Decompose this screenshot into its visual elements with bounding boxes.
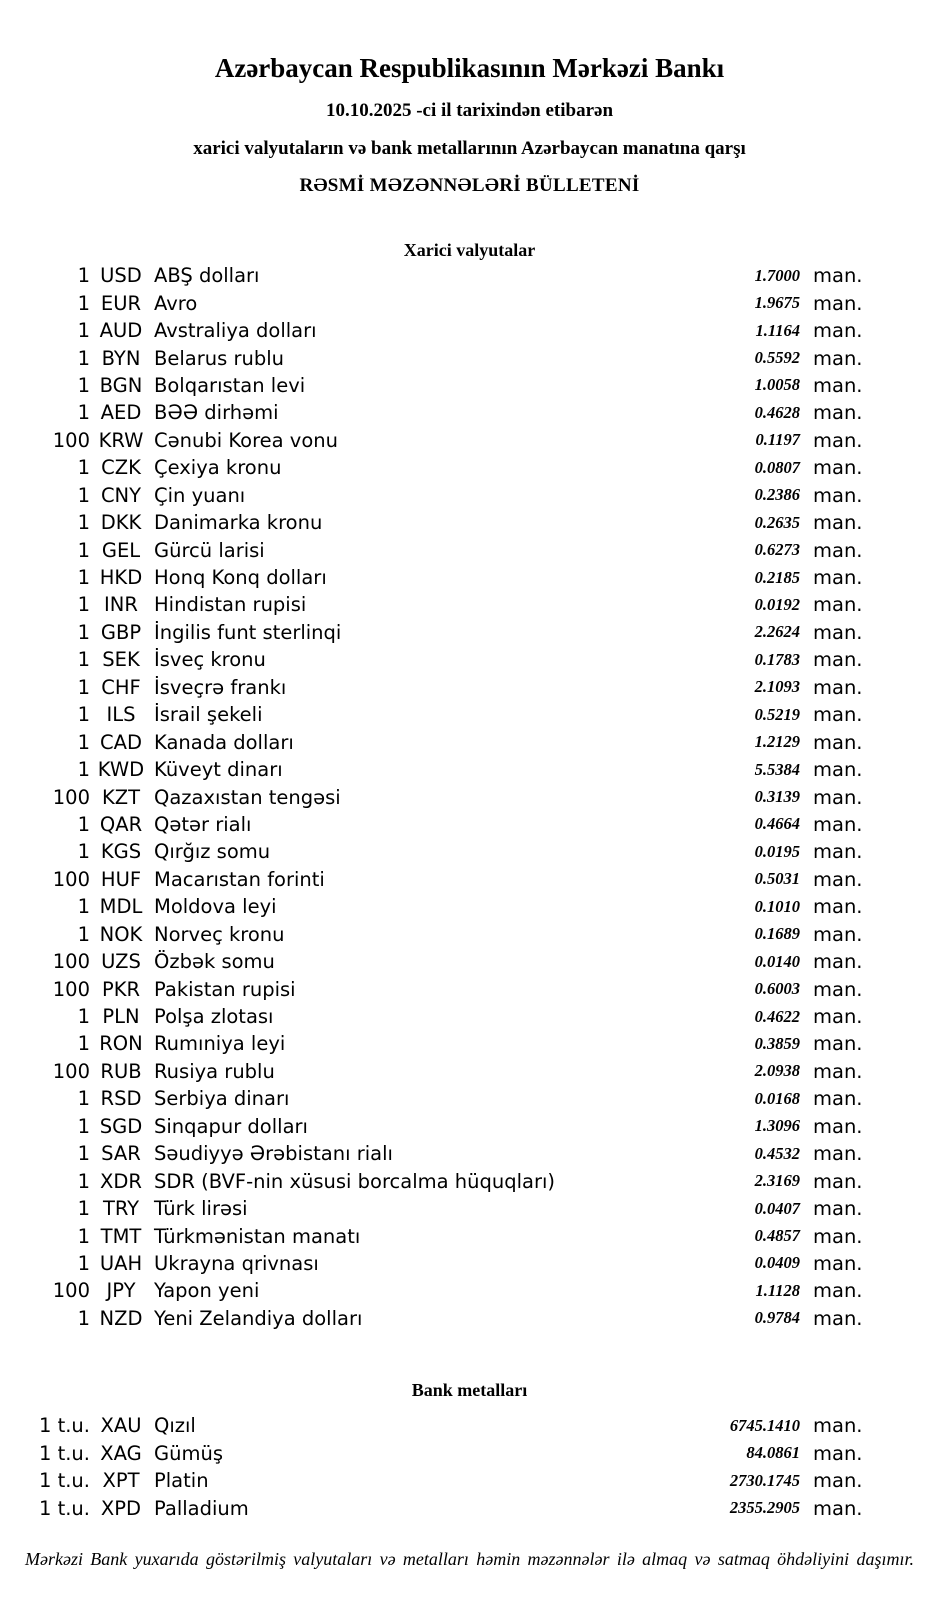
unit-quantity: 1	[77, 319, 90, 343]
currency-code: MDL	[99, 895, 143, 919]
manat-unit-label: man.	[813, 812, 863, 836]
currency-name: Qazaxıstan tengəsi	[154, 785, 341, 809]
currency-code: TRY	[102, 1197, 140, 1221]
unit-quantity: 1	[77, 648, 90, 672]
currency-name: Avro	[154, 291, 198, 315]
currency-code: DKK	[100, 511, 142, 535]
exchange-rate-row	[0, 1494, 939, 1521]
currency-name: Özbək somu	[154, 950, 275, 974]
exchange-rate-value: 0.1197	[755, 430, 800, 450]
exchange-rate-value: 0.3139	[754, 787, 800, 807]
currency-name: Moldova leyi	[154, 895, 277, 919]
unit-quantity: 1 t.u.	[38, 1496, 90, 1520]
manat-unit-label: man.	[813, 758, 863, 782]
exchange-rate-value: 1.0058	[754, 375, 800, 395]
manat-unit-label: man.	[813, 648, 863, 672]
unit-quantity: 1	[77, 1087, 90, 1111]
manat-unit-label: man.	[813, 867, 863, 891]
currency-code: CHF	[101, 675, 141, 699]
exchange-rate-value: 0.9784	[754, 1308, 800, 1328]
manat-unit-label: man.	[813, 1087, 863, 1111]
currency-name: Rumıniya leyi	[154, 1032, 286, 1056]
currency-code: GBP	[100, 620, 142, 644]
currency-name: Belarus rublu	[154, 346, 285, 370]
currency-code: ILS	[106, 703, 136, 727]
manat-unit-label: man.	[813, 1251, 863, 1275]
currency-code: AED	[100, 401, 142, 425]
manat-unit-label: man.	[813, 319, 863, 343]
exchange-rate-row	[0, 289, 939, 316]
exchange-rate-row	[0, 756, 939, 783]
currency-code: USD	[100, 264, 142, 288]
currency-name: Sinqapur dolları	[154, 1114, 308, 1138]
exchange-rate-value: 0.0409	[754, 1253, 800, 1273]
unit-quantity: 1	[77, 538, 90, 562]
unit-quantity: 1	[77, 922, 90, 946]
exchange-rate-row	[0, 454, 939, 481]
exchange-rate-row	[0, 1467, 939, 1494]
unit-quantity: 1 t.u.	[38, 1441, 90, 1465]
footer-disclaimer: Mərkəzi Bank yuxarıda göstərilmiş valyutaları və metalları həmin məzənnələr ilə almaq və satmaq öhdəliyini daşımır.	[25, 1548, 914, 1569]
exchange-rate-value: 0.1689	[754, 924, 800, 944]
currency-name: Hindistan rupisi	[154, 593, 307, 617]
exchange-rate-value: 2.2624	[754, 622, 800, 642]
exchange-rate-row	[0, 783, 939, 810]
currency-code: SAR	[101, 1142, 141, 1166]
currency-name: Çin yuanı	[154, 483, 246, 507]
exchange-rate-row	[0, 1277, 939, 1304]
manat-unit-label: man.	[813, 291, 863, 315]
manat-unit-label: man.	[813, 1441, 863, 1465]
metals-table	[0, 1412, 939, 1522]
currency-code: RSD	[100, 1087, 142, 1111]
exchange-rate-row	[0, 728, 939, 755]
currency-code: PKR	[101, 977, 141, 1001]
exchange-rate-row	[0, 1412, 939, 1439]
bulletin-header	[0, 0, 939, 198]
manat-unit-label: man.	[813, 675, 863, 699]
unit-quantity: 1 t.u.	[38, 1414, 90, 1438]
exchange-rate-value: 1.9675	[754, 293, 800, 313]
currency-name: BƏƏ dirhəmi	[154, 401, 279, 425]
manat-unit-label: man.	[813, 620, 863, 644]
exchange-rate-row	[0, 1140, 939, 1167]
unit-quantity: 100	[52, 950, 90, 974]
currency-name: Serbiya dinarı	[154, 1087, 290, 1111]
currency-code: XPD	[100, 1496, 142, 1520]
page-title: Azərbaycan Respublikasının Mərkəzi Bankı	[214, 53, 725, 83]
currency-name: Norveç kronu	[154, 922, 285, 946]
currency-name: Pakistan rupisi	[154, 977, 296, 1001]
manat-unit-label: man.	[813, 977, 863, 1001]
currency-name: Gürcü larisi	[154, 538, 265, 562]
currency-name: Kanada dolları	[154, 730, 294, 754]
effective-date-line: 10.10.2025 -ci il tarixindən etibarən	[325, 100, 614, 121]
currency-code: PLN	[102, 1005, 140, 1029]
currency-name: Cənubi Korea vonu	[154, 428, 338, 452]
currency-name: İsveç kronu	[154, 648, 266, 672]
unit-quantity: 1	[77, 1197, 90, 1221]
exchange-rate-value: 0.6273	[754, 540, 800, 560]
manat-unit-label: man.	[813, 483, 863, 507]
exchange-rate-value: 2.3169	[754, 1171, 800, 1191]
exchange-rate-row	[0, 399, 939, 426]
manat-unit-label: man.	[813, 456, 863, 480]
exchange-rate-row	[0, 1085, 939, 1112]
currency-code: AUD	[99, 319, 143, 343]
exchange-rate-row	[0, 838, 939, 865]
manat-unit-label: man.	[813, 922, 863, 946]
exchange-rate-value: 0.4664	[754, 814, 800, 834]
exchange-rate-value: 2.0938	[754, 1061, 800, 1081]
unit-quantity: 1	[77, 703, 90, 727]
currency-name: Qətər rialı	[154, 812, 252, 836]
exchange-rate-row	[0, 344, 939, 371]
unit-quantity: 1	[77, 1032, 90, 1056]
currency-name: Qızıl	[154, 1414, 196, 1438]
exchange-rate-value: 0.5592	[754, 348, 800, 368]
exchange-rate-value: 1.7000	[754, 265, 800, 285]
exchange-rate-row	[0, 262, 939, 289]
unit-quantity: 1	[77, 373, 90, 397]
currency-code: UAH	[99, 1251, 143, 1275]
currency-code: KRW	[98, 428, 144, 452]
metals-section-title: Bank metalları	[411, 1380, 528, 1401]
unit-quantity: 1	[77, 840, 90, 864]
unit-quantity: 1	[77, 675, 90, 699]
exchange-rate-row	[0, 1167, 939, 1194]
currency-name: Polşa zlotası	[154, 1005, 274, 1029]
unit-quantity: 1	[77, 1169, 90, 1193]
exchange-rate-row	[0, 372, 939, 399]
currency-code: JPY	[106, 1279, 136, 1303]
currency-code: BYN	[101, 346, 141, 370]
unit-quantity: 1	[77, 1224, 90, 1248]
currency-code: KZT	[101, 785, 141, 809]
exchange-rate-value: 0.3859	[754, 1033, 800, 1053]
currency-name: Qırğız somu	[154, 840, 271, 864]
exchange-rate-value: 0.4628	[754, 402, 800, 422]
unit-quantity: 1	[77, 291, 90, 315]
manat-unit-label: man.	[813, 401, 863, 425]
currency-code: UZS	[101, 950, 141, 974]
manat-unit-label: man.	[813, 1114, 863, 1138]
currency-code: CNY	[100, 483, 142, 507]
manat-unit-label: man.	[813, 785, 863, 809]
unit-quantity: 100	[52, 867, 90, 891]
currency-code: HUF	[100, 867, 142, 891]
currency-name: Türk lirəsi	[154, 1197, 248, 1221]
exchange-rate-row	[0, 1250, 939, 1277]
currency-name: Macarıstan forinti	[154, 867, 325, 891]
manat-unit-label: man.	[813, 1142, 863, 1166]
exchange-rate-row	[0, 1195, 939, 1222]
currency-name: Honq Konq dolları	[154, 566, 327, 590]
manat-unit-label: man.	[813, 1224, 863, 1248]
exchange-rate-value: 0.0192	[754, 594, 800, 614]
exchange-rate-row	[0, 701, 939, 728]
exchange-rate-value: 84.0861	[746, 1443, 800, 1463]
currency-name: Çexiya kronu	[154, 456, 282, 480]
manat-unit-label: man.	[813, 1306, 863, 1330]
exchange-rate-row	[0, 1113, 939, 1140]
currency-code: CAD	[100, 730, 142, 754]
unit-quantity: 1	[77, 758, 90, 782]
unit-quantity: 1	[77, 1142, 90, 1166]
exchange-rate-value: 0.4532	[754, 1143, 800, 1163]
currency-code: XAG	[100, 1441, 142, 1465]
manat-unit-label: man.	[813, 1005, 863, 1029]
manat-unit-label: man.	[813, 264, 863, 288]
unit-quantity: 1	[77, 812, 90, 836]
currency-code: CZK	[101, 456, 141, 480]
bulletin-name: RƏSMİ MƏZƏNNƏLƏRİ BÜLLETENİ	[299, 175, 640, 196]
currency-name: Küveyt dinarı	[154, 758, 283, 782]
exchange-rate-value: 0.0807	[754, 457, 800, 477]
currency-name: Yeni Zelandiya dolları	[154, 1306, 363, 1330]
exchange-rate-value: 0.2185	[754, 567, 800, 587]
currency-name: Platin	[154, 1469, 209, 1493]
exchange-rate-value: 0.6003	[754, 979, 800, 999]
unit-quantity: 100	[52, 428, 90, 452]
manat-unit-label: man.	[813, 1279, 863, 1303]
unit-quantity: 1	[77, 1251, 90, 1275]
currency-code: XAU	[100, 1414, 142, 1438]
exchange-rate-value: 2355.2905	[729, 1498, 800, 1518]
currency-code: SGD	[99, 1114, 143, 1138]
exchange-rate-value: 0.4622	[754, 1006, 800, 1026]
currency-name: Bolqarıstan levi	[154, 373, 306, 397]
currency-code: RUB	[100, 1059, 142, 1083]
exchange-rate-value: 0.1783	[754, 649, 800, 669]
currency-code: INR	[104, 593, 138, 617]
bulletin-subtitle: xarici valyutaların və bank metallarının Azərbaycan manatına qarşı	[193, 138, 746, 159]
exchange-rate-value: 0.0140	[754, 951, 800, 971]
exchange-rate-value: 0.4857	[754, 1226, 800, 1246]
manat-unit-label: man.	[813, 1032, 863, 1056]
exchange-rate-value: 6745.1410	[729, 1415, 800, 1435]
currency-name: Gümüş	[154, 1441, 223, 1465]
exchange-rate-row	[0, 619, 939, 646]
exchange-rate-row	[0, 674, 939, 701]
exchange-rate-row	[0, 1305, 939, 1332]
manat-unit-label: man.	[813, 1059, 863, 1083]
manat-unit-label: man.	[813, 428, 863, 452]
exchange-rate-value: 1.3096	[754, 1116, 800, 1136]
currency-code: KWD	[97, 758, 145, 782]
manat-unit-label: man.	[813, 373, 863, 397]
exchange-rate-row	[0, 1003, 939, 1030]
exchange-rate-row	[0, 1030, 939, 1057]
exchange-rate-row	[0, 509, 939, 536]
exchange-rate-row	[0, 866, 939, 893]
unit-quantity: 1	[77, 456, 90, 480]
currency-code: TMT	[100, 1224, 142, 1248]
unit-quantity: 1	[77, 401, 90, 425]
unit-quantity: 100	[52, 1279, 90, 1303]
currencies-table	[0, 262, 939, 1332]
exchange-rate-value: 1.1128	[755, 1280, 800, 1300]
exchange-rate-value: 0.1010	[754, 896, 800, 916]
exchange-rate-value: 0.0407	[754, 1198, 800, 1218]
unit-quantity: 100	[52, 1059, 90, 1083]
exchange-rate-value: 0.2386	[754, 485, 800, 505]
unit-quantity: 100	[52, 977, 90, 1001]
unit-quantity: 1	[77, 566, 90, 590]
currency-code: KGS	[100, 840, 142, 864]
manat-unit-label: man.	[813, 1496, 863, 1520]
unit-quantity: 1	[77, 593, 90, 617]
manat-unit-label: man.	[813, 730, 863, 754]
manat-unit-label: man.	[813, 1169, 863, 1193]
manat-unit-label: man.	[813, 950, 863, 974]
currency-name: Ukrayna qrivnası	[154, 1251, 319, 1275]
unit-quantity: 1	[77, 1114, 90, 1138]
exchange-rate-row	[0, 1058, 939, 1085]
unit-quantity: 1	[77, 620, 90, 644]
exchange-rate-row	[0, 482, 939, 509]
exchange-rate-row	[0, 427, 939, 454]
currency-code: RON	[99, 1032, 143, 1056]
exchange-rate-row	[0, 921, 939, 948]
exchange-rate-value: 0.0195	[754, 841, 800, 861]
currency-name: Palladium	[154, 1496, 249, 1520]
exchange-rate-value: 5.5384	[754, 759, 800, 779]
currency-name: İsveçrə frankı	[154, 675, 287, 699]
exchange-rate-value: 1.2129	[754, 732, 800, 752]
currency-code: XDR	[100, 1169, 142, 1193]
exchange-rate-row	[0, 1222, 939, 1249]
currencies-section-title: Xarici valyutalar	[403, 240, 536, 260]
exchange-rate-value: 0.5219	[754, 704, 800, 724]
unit-quantity: 1	[77, 895, 90, 919]
exchange-rate-row	[0, 564, 939, 591]
manat-unit-label: man.	[813, 703, 863, 727]
currency-code: NZD	[99, 1306, 143, 1330]
currency-code: EUR	[100, 291, 142, 315]
exchange-rate-row	[0, 948, 939, 975]
currency-code: HKD	[99, 566, 143, 590]
exchange-rate-value: 0.5031	[754, 869, 800, 889]
currency-name: Rusiya rublu	[154, 1059, 275, 1083]
unit-quantity: 1	[77, 1306, 90, 1330]
unit-quantity: 100	[52, 785, 90, 809]
currency-name: Avstraliya dolları	[154, 319, 317, 343]
currency-code: NOK	[99, 922, 143, 946]
exchange-rate-row	[0, 536, 939, 563]
exchange-rate-value: 2.1093	[754, 677, 800, 697]
manat-unit-label: man.	[813, 566, 863, 590]
manat-unit-label: man.	[813, 511, 863, 535]
exchange-rate-row	[0, 975, 939, 1002]
exchange-rate-row	[0, 811, 939, 838]
manat-unit-label: man.	[813, 538, 863, 562]
currency-name: Yapon yeni	[154, 1279, 260, 1303]
unit-quantity: 1 t.u.	[38, 1469, 90, 1493]
currency-name: Türkmənistan manatı	[154, 1224, 361, 1248]
exchange-rate-value: 0.2635	[754, 512, 800, 532]
unit-quantity: 1	[77, 730, 90, 754]
exchange-rate-row	[0, 1440, 939, 1467]
manat-unit-label: man.	[813, 840, 863, 864]
currency-code: SEK	[102, 648, 140, 672]
exchange-rate-value: 2730.1745	[729, 1470, 800, 1490]
exchange-rate-row	[0, 893, 939, 920]
currency-code: BGN	[99, 373, 143, 397]
currency-code: GEL	[101, 538, 141, 562]
unit-quantity: 1	[77, 511, 90, 535]
unit-quantity: 1	[77, 346, 90, 370]
exchange-rate-row	[0, 591, 939, 618]
exchange-rate-row	[0, 317, 939, 344]
currency-name: Səudiyyə Ərəbistanı rialı	[154, 1142, 393, 1166]
manat-unit-label: man.	[813, 1469, 863, 1493]
manat-unit-label: man.	[813, 895, 863, 919]
currency-name: İsrail şekeli	[154, 703, 263, 727]
exchange-rate-row	[0, 646, 939, 673]
manat-unit-label: man.	[813, 593, 863, 617]
currency-name: ABŞ dolları	[154, 264, 260, 288]
manat-unit-label: man.	[813, 346, 863, 370]
currency-name: Danimarka kronu	[154, 511, 323, 535]
currency-name: SDR (BVF-nin xüsusi borcalma hüquqları)	[154, 1169, 556, 1193]
currency-code: XPT	[102, 1469, 140, 1493]
exchange-rate-value: 1.1164	[755, 320, 800, 340]
currency-name: İngilis funt sterlinqi	[154, 620, 342, 644]
unit-quantity: 1	[77, 264, 90, 288]
currency-code: QAR	[99, 812, 143, 836]
manat-unit-label: man.	[813, 1197, 863, 1221]
unit-quantity: 1	[77, 483, 90, 507]
manat-unit-label: man.	[813, 1414, 863, 1438]
unit-quantity: 1	[77, 1005, 90, 1029]
exchange-rate-value: 0.0168	[754, 1088, 800, 1108]
